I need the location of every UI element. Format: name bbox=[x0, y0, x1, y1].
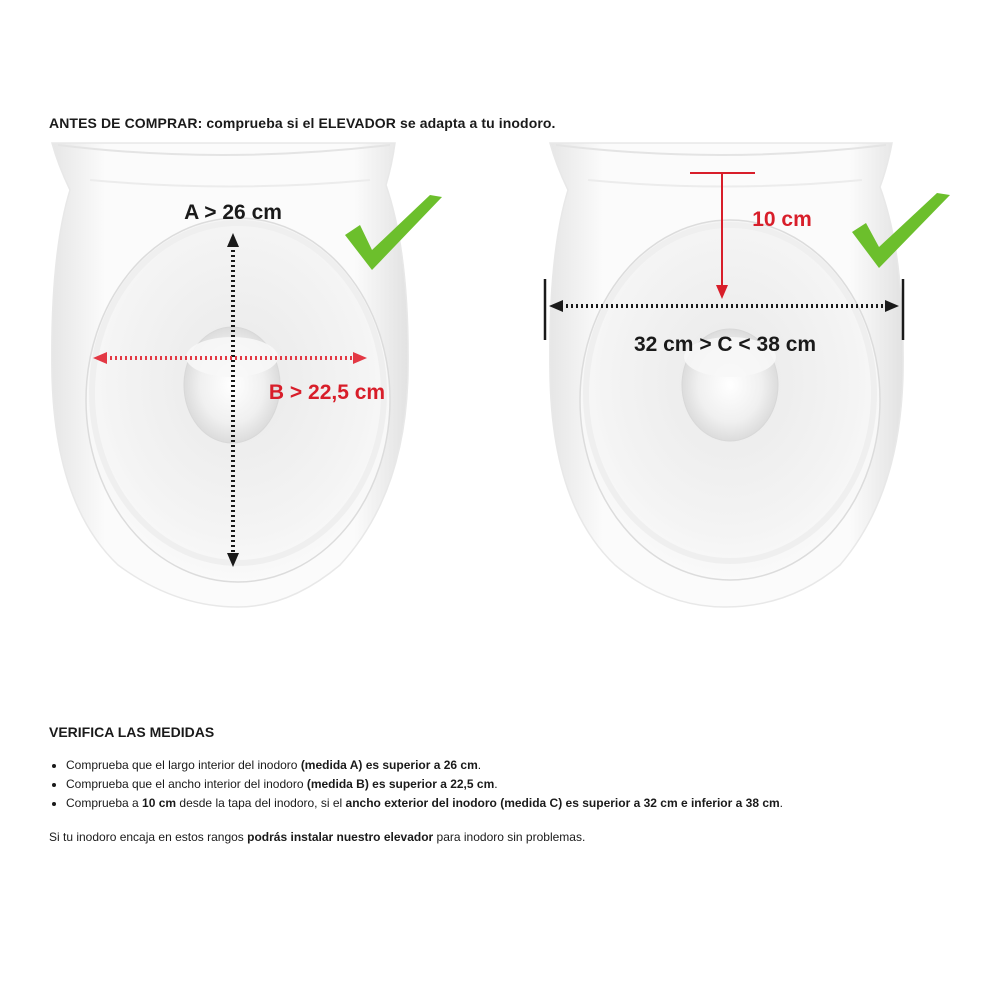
header-prefix: ANTES DE COMPRAR: bbox=[49, 115, 203, 131]
page-header bbox=[49, 115, 556, 131]
toilet-measurement-diagram bbox=[0, 135, 1000, 625]
measurements-section bbox=[49, 724, 949, 844]
list-item bbox=[66, 756, 949, 775]
note-text: Si tu inodoro encaja en estos rangos bbox=[49, 830, 248, 844]
bullet-text: Comprueba que el ancho interior del inodoro bbox=[66, 777, 307, 791]
label-a: A > 26 cm bbox=[184, 201, 282, 224]
note-bold: podrás instalar nuestro elevador bbox=[247, 830, 434, 844]
note-text: para inodoro sin problemas. bbox=[433, 830, 586, 844]
bullet-bold: (medida A) es superior a 26 cm bbox=[300, 758, 478, 772]
bullet-bold: (medida B) es superior a 22,5 cm bbox=[306, 777, 495, 791]
bullet-text: . bbox=[779, 796, 784, 810]
bullet-text: Comprueba que el largo interior del inodoro bbox=[66, 758, 301, 772]
bullet-text: . bbox=[494, 777, 498, 791]
label-b: B > 22,5 cm bbox=[268, 381, 386, 404]
bullet-text: Comprueba a bbox=[66, 796, 143, 810]
label-depth: 10 cm bbox=[752, 208, 812, 231]
list-item bbox=[66, 775, 949, 794]
bullet-text: desde la tapa del inodoro, si el bbox=[176, 796, 346, 810]
compatibility-note bbox=[49, 830, 949, 844]
measurements-list bbox=[49, 756, 949, 813]
section-title: VERIFICA LAS MEDIDAS bbox=[49, 724, 215, 740]
bullet-bold: ancho exterior del inodoro (medida C) es superior a 32 cm e inferior a 38 cm bbox=[345, 796, 780, 810]
list-item bbox=[66, 794, 949, 813]
header-highlight: ELEVADOR bbox=[318, 115, 397, 131]
diagram-svg bbox=[0, 135, 1000, 625]
header-text-2: se adapta a tu inodoro. bbox=[396, 115, 556, 131]
bullet-bold: 10 cm bbox=[142, 796, 177, 810]
bullet-text: . bbox=[477, 758, 482, 772]
label-c: 32 cm > C < 38 cm bbox=[633, 333, 817, 356]
right-toilet bbox=[550, 143, 903, 607]
header-text-1: comprueba si el bbox=[202, 115, 319, 131]
